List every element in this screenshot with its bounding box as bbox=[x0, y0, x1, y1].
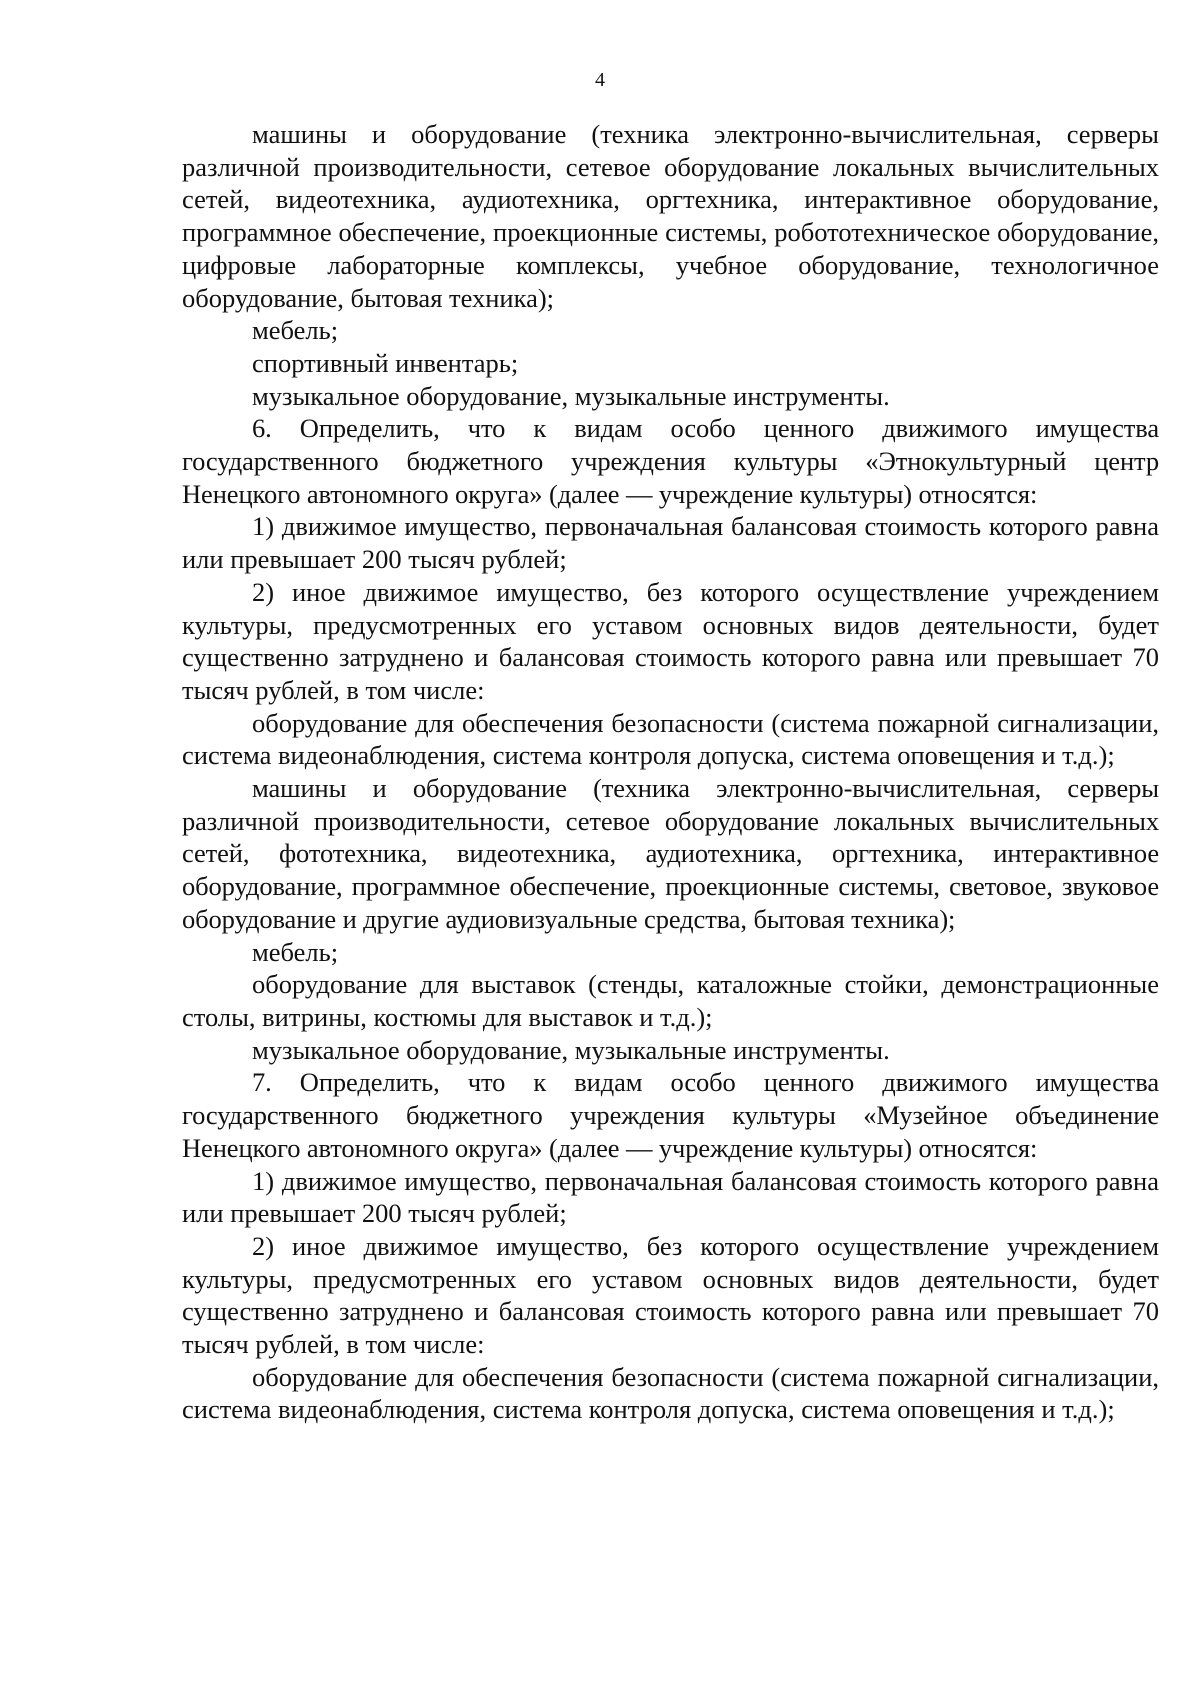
paragraph-sports-equipment: спортивный инвентарь; bbox=[252, 347, 519, 378]
paragraph-security-equipment-museum: оборудование для обеспечения безопасности (система пожарной сигнализации, система видеонаблюдения, система контроля допуска, система оповещения и т.д.); bbox=[182, 1361, 1159, 1425]
paragraph-music-equipment-culture: музыкальное оборудование, музыкальные инструменты. bbox=[252, 1034, 890, 1065]
paragraph-machinery-culture: машины и оборудование (техника электронно-вычислительная, серверы различной производительности, сетевое оборудование локальных вычислительных сетей, фототехника, видеотехника, аудиотехника, оргтехника, интерактивное оборудование, программное обеспечение, проекционные системы, световое, звуковое оборудование и другие аудиовизуальные средства, бытовая техника); bbox=[182, 773, 1159, 934]
page-number: 4 bbox=[595, 69, 605, 91]
paragraph-machinery-education: машины и оборудование (техника электронно-вычислительная, серверы различной производительности, сетевое оборудование локальных вычислительных сетей, видеотехника, аудиотехника, оргтехника, интерактивное оборудование, программное обеспечение, проекционные системы, робототехническое оборудование, цифровые лабораторные комплексы, учебное оборудование, технологичное оборудование, бытовая техника); bbox=[182, 119, 1159, 313]
paragraph-exhibition-equipment: оборудование для выставок (стенды, каталожные стойки, демонстрационные столы, витрины, костюмы для выставок и т.д.); bbox=[182, 969, 1159, 1032]
paragraph-furniture: мебель; bbox=[252, 315, 339, 346]
paragraph-item-6-sub-1: 1) движимое имущество, первоначальная балансовая стоимость которого равна или превышает 200 тысяч рублей; bbox=[182, 511, 1159, 575]
paragraph-furniture-culture: мебель; bbox=[252, 936, 339, 967]
paragraph-music-equipment: музыкальное оборудование, музыкальные инструменты. bbox=[252, 380, 890, 411]
document-body bbox=[182, 118, 1159, 1426]
paragraph-item-7-sub-1: 1) движимое имущество, первоначальная балансовая стоимость которого равна или превышает 200 тысяч рублей; bbox=[182, 1165, 1159, 1229]
paragraph-item-6-intro: 6. Определить, что к видам особо ценного движимого имущества государственного бюджетного учреждения культуры «Этнокультурный центр Ненецкого автономного округа» (далее — учреждение культуры) относятся: bbox=[182, 413, 1159, 509]
paragraph-item-6-sub-2: 2) иное движимое имущество, без которого осуществление учреждением культуры, предусмотренных его уставом основных видов деятельности, будет существенно затруднено и балансовая стоимость которого равна или превышает 70 тысяч рублей, в том числе: bbox=[182, 576, 1159, 705]
paragraph-security-equipment: оборудование для обеспечения безопасности (система пожарной сигнализации, система видеонаблюдения, система контроля допуска, система оповещения и т.д.); bbox=[182, 707, 1159, 771]
paragraph-item-7-intro: 7. Определить, что к видам особо ценного движимого имущества государственного бюджетного учреждения культуры «Музейное объединение Ненецкого автономного округа» (далее — учреждение культуры) относятся: bbox=[182, 1067, 1159, 1163]
paragraph-item-7-sub-2: 2) иное движимое имущество, без которого осуществление учреждением культуры, предусмотренных его уставом основных видов деятельности, будет существенно затруднено и балансовая стоимость которого равна или превышает 70 тысяч рублей, в том числе: bbox=[182, 1230, 1159, 1360]
